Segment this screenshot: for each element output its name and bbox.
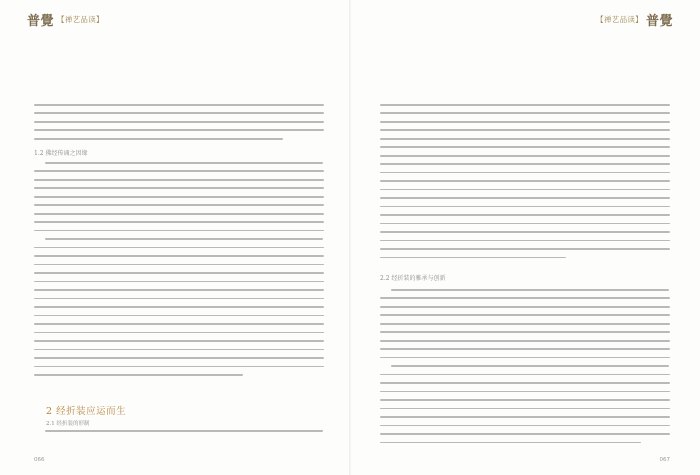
left-page-number: 066 (34, 457, 45, 463)
right-header (593, 8, 673, 30)
section-label-right: 【禅艺品读】 (596, 14, 643, 24)
right-body-paragraphs (380, 104, 670, 265)
subsection-heading-2-1: 2.1 经折装的形制 (46, 421, 90, 427)
left-header (27, 8, 107, 30)
right-lower-paragraphs (380, 289, 670, 450)
section-title-2: 2 经折装应运而生 (46, 406, 127, 417)
section-label: 【禅艺品读】 (57, 14, 104, 24)
right-page-number: 067 (659, 457, 670, 463)
subsection-heading-2-2: 2.2 经折装的雅承与创新 (380, 275, 446, 282)
book-logo: 普覺 (27, 13, 55, 29)
left-bottom-paragraph (34, 430, 324, 438)
left-body-paragraphs (34, 162, 324, 383)
right-page (350, 0, 700, 475)
subsection-heading-1-2: 1.2 佛经传诵之因缘 (34, 150, 88, 157)
left-intro-paragraph (34, 104, 324, 146)
book-logo-right: 普覺 (645, 13, 673, 29)
